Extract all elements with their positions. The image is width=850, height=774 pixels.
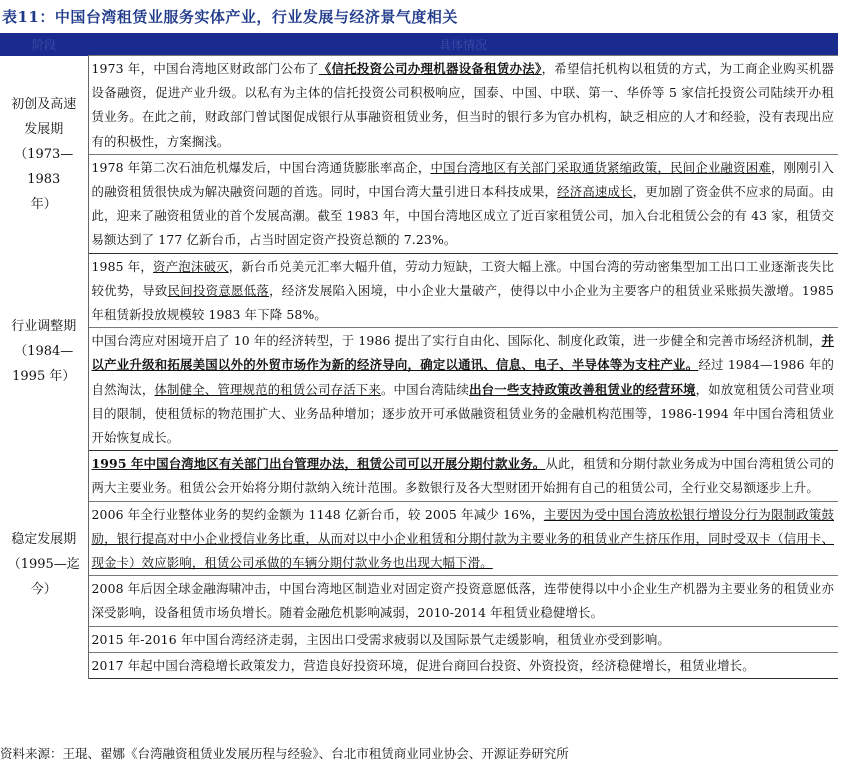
period-line: 1995 年）: [12, 369, 76, 385]
detail-cell: [88, 451, 838, 501]
source-note: 资料来源：王琨、翟娜《台湾融资租赁业发展历程与经验》、台北市租赁商业同业协会、开源证券研究所: [0, 746, 569, 761]
text-segment: 。中国台湾陆续: [380, 381, 470, 397]
table-title: 表11：中国台湾租赁业服务实体产业，行业发展与经济景气度相关: [2, 8, 458, 26]
table-row: [0, 253, 838, 328]
table-header-row: [0, 33, 838, 56]
detail-cell: [88, 501, 838, 576]
detail-cell: [88, 56, 838, 155]
text-segment: 并以产业升级和拓展美国以外的外贸市场作为新的经济导向，确定以通讯、信息、电子、半导体等为支柱产业。: [91, 333, 834, 373]
header-period: 阶段: [0, 33, 88, 56]
text-segment: 中国台湾应对困境开启了 10 年的经济转型，于 1986 提出了实行自由化、国际化、制度化政策，进一步健全和完善市场经济机制，: [91, 333, 822, 349]
period-cell: [0, 56, 88, 254]
text-segment: 中国台湾地区有关部门采取通货紧缩政策，民间企业融资困难: [430, 159, 772, 175]
table-row: [0, 626, 838, 652]
table-row: [0, 56, 838, 155]
text-segment: ，新台币兑美元汇率大幅升值，劳动力短缺，工资大幅上涨。中国台湾的劳动密集型加工出口工业逐渐丧失比较优势，导致: [91, 258, 834, 298]
text-segment: ，希望信托机构以租赁的方式，为工商企业购买机器设备融资，促进产业升级。以私有为主体的信托投资公司积极响应，国泰、中国、中联、第一、华侨等 5 家信托投资公司陆续开办租赁业务。在此之前，财政部门曾试图促成银行从事融资租赁业务，但当时的银行多为官办机构，缺乏相应的人才和经验，没有表现出应有的积极性，方案搁浅。: [91, 61, 834, 149]
period-line: （1973—1983: [14, 146, 74, 187]
text-segment: ，刚刚引入的融资租赁很快成为解决融资问题的首选。同时，中国台湾大量引进日本科技成果，: [91, 159, 835, 200]
detail-cell: [88, 154, 838, 253]
header-details: 具体情况: [88, 33, 838, 56]
text-segment: 2017 年起中国台湾稳增长政策发力，营造良好投资环境，促进台商回台投资、外资投资，经济稳健增长，租赁业增长。: [91, 657, 755, 673]
text-segment: 1985 年，: [91, 258, 154, 274]
history-table: [0, 33, 838, 679]
text-segment: 经济高速成长: [557, 184, 633, 200]
table-row: [0, 652, 838, 678]
text-segment: 1995 年中国台湾地区有关部门出台管理办法，租赁公司可以开展分期付款业务。: [91, 456, 546, 472]
period-line: 稳定发展期: [11, 532, 77, 548]
text-segment: 体制健全、管理规范的租赁公司存活下来: [154, 381, 381, 397]
text-segment: 2015 年-2016 年中国台湾经济走弱，主因出口受需求疲弱以及国际景气走缓影响，租赁业亦受到影响。: [91, 631, 670, 647]
table-row: [0, 154, 838, 253]
table-row: [0, 576, 838, 626]
text-segment: ，更加剧了资金供不应求的局面。由此，迎来了融资租赁业的首个发展高潮。截至 1983 年，中国台湾地区成立了近百家租赁公司，加入台北租赁公会的有 43 家，租赁交易额达到了 177 亿新台币，占当时固定资产投资总额的 7.23%。: [91, 184, 834, 248]
text-segment: 2008 年后因全球金融海啸冲击，中国台湾地区制造业对固定资产投资意愿低落，连带使得以中小企业生产机器为主要业务的租赁业亦深受影响，设备租赁市场负增长。随着金融危机影响减弱，2010-2014 年租赁业稳健增长。: [91, 581, 834, 621]
period-cell: [0, 451, 88, 679]
text-segment: 从此，租赁和分期付款业务成为中国台湾租赁公司的两大主要业务。租赁公会开始将分期付款纳入统计范围。多数银行及各大型财团开始拥有自己的租赁公司，全行业交易额逐步上升。: [91, 456, 835, 496]
table-row: [0, 501, 838, 576]
text-segment: 1973 年，中国台湾地区财政部门公布了: [91, 61, 319, 76]
text-segment: 1978 年第二次石油危机爆发后，中国台湾通货膨胀率高企，: [91, 159, 431, 175]
period-line: 发展期: [24, 121, 64, 137]
detail-cell: [88, 253, 838, 328]
period-line: 行业调整期: [11, 319, 77, 335]
text-segment: 资产泡沫破灭: [153, 258, 229, 274]
period-cell: [0, 253, 88, 451]
text-segment: 民间投资意愿低落: [167, 282, 270, 298]
period-line: 今）: [30, 582, 57, 598]
period-line: （1984—: [14, 344, 74, 360]
period-line: 年）: [30, 196, 57, 212]
text-segment: 出台一些支持政策改善租赁业的经营环境: [469, 381, 696, 397]
text-segment: ，经济发展陷入困境，中小企业大量破产，使得以中小企业为主要客户的租赁业采账损失激增。1985 年租赁新投放规模较 1983 年下降 58%。: [91, 282, 834, 323]
text-segment: 2006 年全行业整体业务的契约金额为 1148 亿新台币，较 2005 年减少 16%，: [91, 506, 544, 522]
period-line: 初创及高速: [11, 96, 77, 112]
detail-cell: [88, 576, 838, 626]
table-row: [0, 451, 838, 501]
table-body: [0, 56, 838, 679]
detail-cell: [88, 652, 838, 678]
detail-cell: [88, 328, 838, 451]
table-row: [0, 328, 838, 451]
text-segment: ，如放宽租赁公司营业项目的限制，使租赁标的物范围扩大、业务品种增加；逐步放开可承做融资租赁业务的金融机构范围等，1986-1994 年中国台湾租赁业开始恢复成长。: [91, 381, 835, 446]
detail-cell: [88, 626, 838, 652]
text-segment: 经过 1984—1986 年的自然淘汰，: [91, 357, 834, 397]
text-segment: 《信托投资公司办理机器设备租赁办法》: [318, 61, 542, 76]
text-segment: 主要因为受中国台湾放松银行增设分行为限制政策鼓励，银行提高对中小企业授信业务比重，从而对以中小企业租赁和分期付款为主要业务的租赁业产生挤压作用，同时受双卡（信用卡、现金卡）效应影响，租赁公司承做的车辆分期付款业务也出现大幅下滑。: [91, 506, 834, 571]
period-line: （1995—迄: [7, 557, 80, 573]
